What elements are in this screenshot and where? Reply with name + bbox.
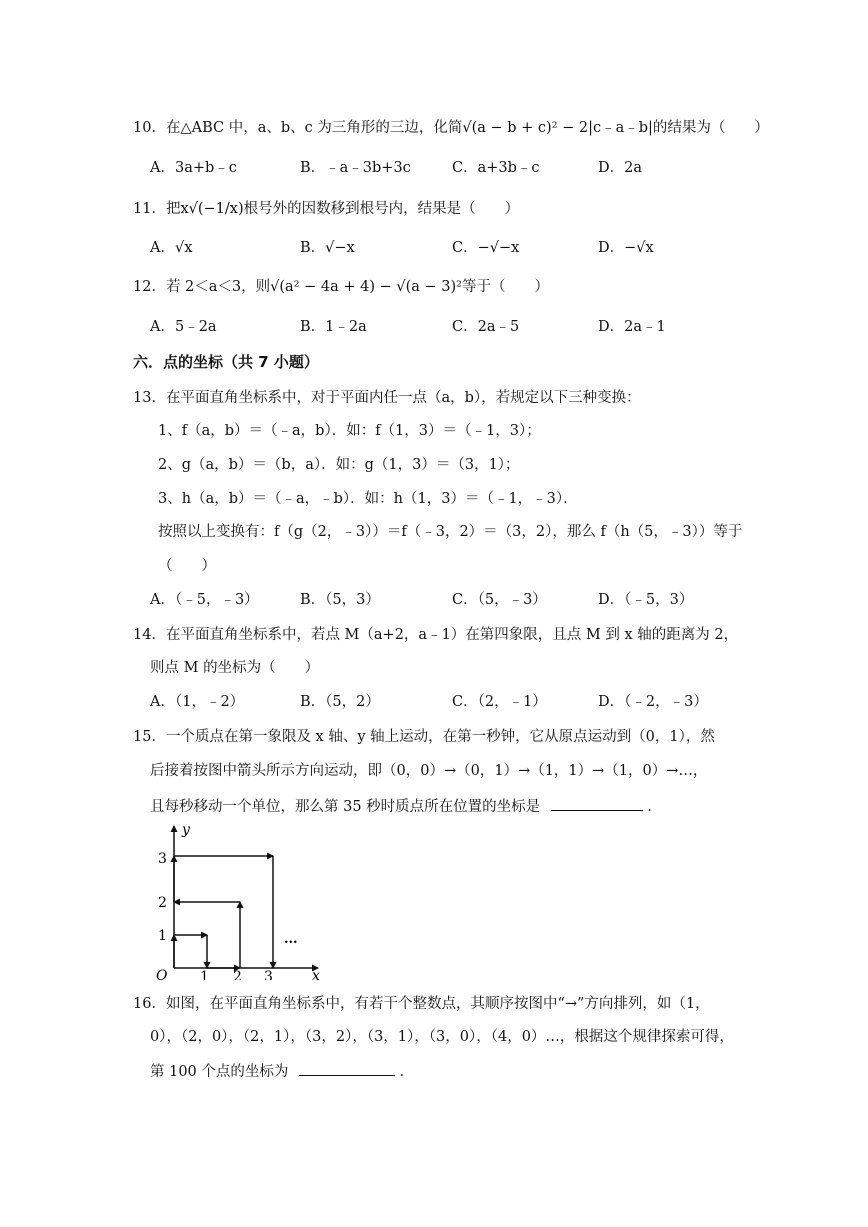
q10-option-c[interactable]: C．a+3b﹣c bbox=[452, 160, 540, 176]
continuation-ellipsis: ... bbox=[284, 932, 298, 947]
q10-stem-end: 的结果为（ ） bbox=[652, 120, 769, 136]
q15-line-3-text: 且每秒移动一个单位，那么第 35 秒时质点所在位置的坐标是 bbox=[150, 799, 541, 815]
q12-option-b[interactable]: B．1﹣2a bbox=[300, 319, 367, 335]
q14-line-2: 则点 M 的坐标为（ ） bbox=[150, 660, 320, 676]
q14-line-1: 14．在平面直角坐标系中，若点 M（a+2，a﹣1）在第四象限，且点 M 到 x 轴的距离为 2， bbox=[133, 627, 739, 643]
x-tick-2: 2 bbox=[233, 969, 242, 980]
q16-line-3-text: 第 100 个点的坐标为 bbox=[150, 1064, 289, 1080]
q13-rule-3: 3、h（a，b）＝（﹣a，﹣b）．如：h（1，3）＝（﹣1，﹣3）． bbox=[158, 491, 578, 507]
q10-radical-expression: √(a − b + c)² − 2|c﹣a﹣b| bbox=[462, 120, 653, 136]
q10-stem-text: 10．在△ABC 中，a、b、c 为三角形的三边，化简 bbox=[133, 120, 463, 136]
q14-option-a[interactable]: A．（1，﹣2） bbox=[150, 694, 245, 710]
q14-option-b[interactable]: B．（5，2） bbox=[300, 694, 380, 710]
q10-stem bbox=[133, 118, 769, 138]
section-title: 六．点的坐标（共 7 小题） bbox=[133, 353, 319, 371]
q15-line-2: 后接着按图中箭头所示方向运动，即（0，0）→（0，1）→（1，1）→（1，0）→…， bbox=[150, 763, 708, 779]
q16-line-2: 0），（2，0），（2，1），（3，2），（3，1），（3，0），（4，0）…，根据这个规律探索可得， bbox=[150, 1029, 734, 1045]
q16-answer-blank[interactable] bbox=[299, 1061, 395, 1076]
q13-option-d[interactable]: D．（﹣5，3） bbox=[598, 592, 694, 608]
q10-option-b[interactable]: B．﹣a﹣3b+3c bbox=[300, 160, 411, 176]
q10-option-d[interactable]: D．2a bbox=[598, 160, 642, 176]
q13-stem: 13．在平面直角坐标系中，对于平面内任一点（a，b），若规定以下三种变换： bbox=[133, 390, 641, 406]
q12-stem bbox=[133, 277, 549, 297]
q12-option-d[interactable]: D．2a﹣1 bbox=[598, 319, 666, 335]
q12-option-a[interactable]: A．5﹣2a bbox=[150, 319, 217, 335]
q10-option-a[interactable]: A．3a+b﹣c bbox=[150, 160, 237, 176]
q11-option-d[interactable]: D．−√x bbox=[598, 240, 654, 256]
q11-option-a[interactable]: A．√x bbox=[150, 240, 193, 256]
q12-radical-expression: √(a² − 4a + 4) − √(a − 3)² bbox=[270, 279, 462, 295]
q11-option-c[interactable]: C．−√−x bbox=[452, 240, 520, 256]
q16-line-3-end: ． bbox=[399, 1064, 415, 1080]
q12-stem-end: 等于（ ） bbox=[461, 279, 549, 295]
x-axis-label: x bbox=[312, 968, 320, 980]
y-tick-3: 3 bbox=[158, 851, 167, 867]
q16-line-3 bbox=[150, 1061, 414, 1082]
q11-stem-text: 11．把 bbox=[133, 201, 181, 217]
q15-answer-blank[interactable] bbox=[551, 796, 643, 811]
y-axis-label: y bbox=[182, 822, 190, 838]
x-tick-3: 3 bbox=[264, 969, 273, 980]
q13-option-a[interactable]: A．（﹣5，﹣3） bbox=[150, 592, 259, 608]
x-tick-1: 1 bbox=[200, 969, 209, 980]
q12-stem-text: 12．若 2＜a＜3，则 bbox=[133, 279, 271, 295]
y-tick-2: 2 bbox=[158, 895, 167, 911]
y-tick-1: 1 bbox=[158, 928, 167, 944]
q13-rule-2: 2、g（a，b）＝（b，a）．如：g（1，3）＝（3，1）； bbox=[158, 457, 520, 473]
q11-option-b[interactable]: B．√−x bbox=[300, 240, 355, 256]
q14-option-d[interactable]: D．（﹣2，﹣3） bbox=[598, 694, 708, 710]
q15-line-3-end: ． bbox=[647, 799, 662, 815]
q11-stem bbox=[133, 199, 519, 219]
q13-option-c[interactable]: C．（5，﹣3） bbox=[452, 592, 547, 608]
movement-path bbox=[174, 856, 273, 968]
q14-option-c[interactable]: C．（2，﹣1） bbox=[452, 694, 547, 710]
q12-option-c[interactable]: C．2a﹣5 bbox=[452, 319, 520, 335]
q15-line-1: 15．一个质点在第一象限及 x 轴、y 轴上运动，在第一秒钟，它从原点运动到（0，1），然 bbox=[133, 729, 715, 745]
q11-radical-expression: x√(−1/x) bbox=[180, 201, 244, 217]
q13-rule-1: 1、f（a，b）＝（﹣a，b）．如：f（1，3）＝（﹣1，3）； bbox=[158, 423, 541, 439]
q11-stem-end: 根号外的因数移到根号内，结果是（ ） bbox=[243, 201, 520, 217]
q15-path-figure bbox=[150, 818, 330, 980]
q13-answer-paren: （ ） bbox=[158, 558, 216, 574]
origin-label: O bbox=[156, 968, 168, 980]
q16-line-1: 16．如图，在平面直角坐标系中，有若干个整数点，其顺序按图中“→”方向排列，如（1， bbox=[133, 996, 710, 1012]
q13-option-b[interactable]: B．（5，3） bbox=[300, 592, 380, 608]
q15-line-3 bbox=[150, 796, 662, 817]
q13-followup: 按照以上变换有：f（g（2，﹣3））＝f（﹣3，2）＝（3，2），那么 f（h（5，﹣3））等于 bbox=[158, 524, 743, 540]
